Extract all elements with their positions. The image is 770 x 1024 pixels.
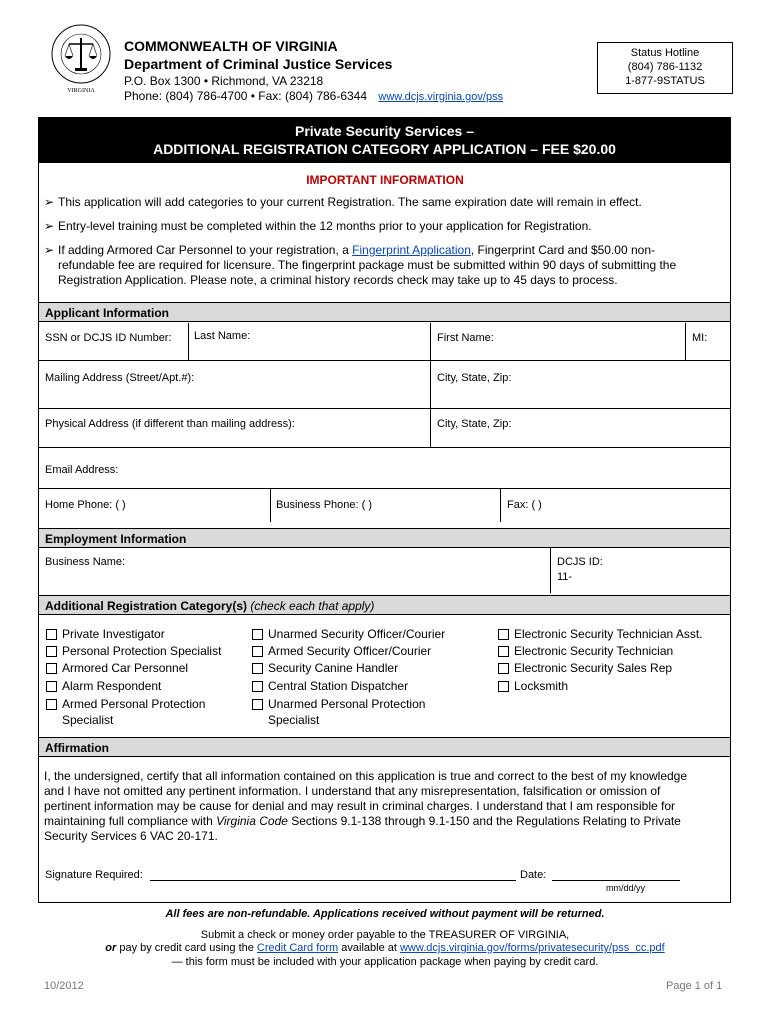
checkbox-icon[interactable]	[252, 646, 263, 657]
checkbox-armed-personal-protection[interactable]: Armed Personal Protection	[46, 696, 205, 713]
checkbox-security-canine-handler[interactable]: Security Canine Handler	[252, 660, 398, 677]
affirmation-heading: Affirmation	[39, 737, 730, 757]
date-line[interactable]	[552, 880, 680, 881]
checkbox-personal-protection-specialist[interactable]: Personal Protection Specialist	[46, 643, 221, 660]
dcjs-seal-logo	[50, 14, 112, 100]
nonrefundable-notice: All fees are non-refundable. Applications received without payment will be returned.	[165, 908, 605, 920]
checkbox-unarmed-personal-protection[interactable]: Unarmed Personal Protection	[252, 696, 425, 713]
arrow-bullet-icon: ➢	[44, 195, 55, 209]
checkbox-private-investigator[interactable]: Private Investigator	[46, 626, 165, 643]
categories-heading-note: (check each that apply)	[250, 599, 375, 613]
checkbox-armored-car-personnel[interactable]: Armored Car Personnel	[46, 660, 188, 677]
checkbox-icon[interactable]	[498, 663, 509, 674]
first-name-field[interactable]: First Name:	[437, 332, 494, 344]
checkbox-icon[interactable]	[46, 629, 57, 640]
checkbox-unarmed-security-officer[interactable]: Unarmed Security Officer/Courier	[252, 626, 445, 643]
checkbox-icon[interactable]	[252, 699, 263, 710]
payment-instructions: Submit a check or money order payable to the TREASURER OF VIRGINIA,	[200, 929, 570, 941]
date-label: Date:	[520, 869, 547, 881]
divider	[188, 323, 189, 360]
business-phone-field[interactable]: Business Phone: ( )	[276, 499, 372, 511]
email-address-field[interactable]: Email Address:	[45, 464, 119, 476]
checkbox-icon[interactable]	[498, 629, 509, 640]
signature-line[interactable]	[150, 880, 516, 881]
checkbox-icon[interactable]	[46, 681, 57, 692]
hotline-label: Status Hotline	[630, 47, 700, 59]
info-bullet-2: ➢ Entry-level training must be completed within the 12 months prior to your application for Registration.	[44, 219, 592, 233]
divider	[39, 488, 730, 489]
divider	[270, 488, 271, 522]
checkbox-label-continuation: Specialist	[268, 713, 320, 727]
categories-heading: Additional Registration Category(s) (check each that apply)	[39, 595, 730, 615]
credit-card-url-link[interactable]: www.dcjs.virginia.gov/forms/privatesecurity/pss_cc.pdf	[399, 942, 665, 954]
form-title-line2: ADDITIONAL REGISTRATION CATEGORY APPLICATION – FEE $20.00	[153, 141, 616, 157]
checkbox-electronic-security-sales-rep[interactable]: Electronic Security Sales Rep	[498, 660, 672, 677]
page-number: Page 1 of 1	[666, 980, 723, 992]
divider	[39, 408, 730, 409]
divider	[685, 323, 686, 360]
info-bullet-3-line3: Registration Application. Please note, a criminal history records check may take up to 45 days to process.	[58, 273, 618, 287]
agency-phone-fax: Phone: (804) 786-4700 • Fax: (804) 786-6344	[124, 89, 368, 103]
physical-address-field[interactable]: Physical Address (if different than mailing address):	[45, 418, 295, 430]
checkbox-locksmith[interactable]: Locksmith	[498, 678, 568, 695]
checkbox-icon[interactable]	[498, 681, 509, 692]
hotline-tollfree: 1-877-9STATUS	[625, 75, 705, 87]
form-title-line1: Private Security Services –	[294, 123, 474, 139]
agency-title: COMMONWEALTH OF VIRGINIA	[124, 38, 338, 54]
arrow-bullet-icon: ➢	[44, 219, 55, 233]
info-bullet-3-line2: refundable fee are required for licensure. The fingerprint package must be submitted within 90 days of submitting the	[58, 258, 677, 272]
checkbox-central-station-dispatcher[interactable]: Central Station Dispatcher	[252, 678, 408, 695]
checkbox-icon[interactable]	[252, 681, 263, 692]
applicant-info-heading: Applicant Information	[39, 302, 730, 322]
employment-info-heading: Employment Information	[39, 528, 730, 548]
seal-bottom-text: VIRGINIA	[67, 88, 95, 94]
credit-card-line: or pay by credit card using the Credit Card form available at www.dcjs.virginia.gov/forms/privatesecurity/pss_cc.pdf	[105, 942, 665, 954]
mailing-city-state-zip-field[interactable]: City, State, Zip:	[437, 372, 512, 384]
fax-field[interactable]: Fax: ( )	[507, 499, 542, 511]
checkbox-icon[interactable]	[46, 663, 57, 674]
checkbox-electronic-security-technician[interactable]: Electronic Security Technician	[498, 643, 673, 660]
fingerprint-application-link[interactable]: Fingerprint Application	[352, 243, 471, 257]
status-hotline-box	[597, 42, 733, 94]
divider	[550, 548, 551, 593]
form-title-banner	[38, 117, 731, 163]
checkbox-armed-security-officer[interactable]: Armed Security Officer/Courier	[252, 643, 431, 660]
date-format-hint: mm/dd/yy	[606, 883, 646, 893]
form-revision-date: 10/2012	[44, 980, 84, 992]
ssn-field-label: SSN or DCJS ID Number:	[45, 332, 172, 344]
agency-department: Department of Criminal Justice Services	[124, 56, 393, 72]
dcjs-id-field[interactable]: 11-	[557, 571, 573, 583]
agency-address: P.O. Box 1300 • Richmond, VA 23218	[124, 74, 324, 88]
credit-card-note: — this form must be included with your application package when paying by credit card.	[171, 956, 599, 968]
checkbox-icon[interactable]	[252, 663, 263, 674]
arrow-bullet-icon: ➢	[44, 243, 55, 257]
divider	[430, 323, 431, 447]
affirmation-text: I, the undersigned, certify that all information contained on this application is true and correct to the best of my knowledge and I have not omitted any pertinent information. I understand that any misrepresentation, falsification or omission of pertinent information may be cause for denial and may result in criminal charges. I understand that I am responsible for maintaining full compliance with Virginia Code Sections 9.1-138 through 9.1-150 and the Regulations Relating to Private Security Services 6 VAC 20-171.	[44, 769, 688, 843]
dcjs-id-label: DCJS ID:	[557, 556, 603, 568]
physical-city-state-zip-field[interactable]: City, State, Zip:	[437, 418, 512, 430]
info-bullet-3: ➢ If adding Armored Car Personnel to your registration, a Fingerprint Application, Fingerprint Card and $50.00 non-	[44, 243, 656, 257]
credit-card-form-link[interactable]: Credit Card form	[256, 942, 339, 954]
agency-website-link[interactable]: www.dcjs.virginia.gov/pss	[378, 91, 504, 103]
divider	[39, 360, 730, 361]
business-name-field[interactable]: Business Name:	[45, 556, 126, 568]
mailing-address-field[interactable]: Mailing Address (Street/Apt.#):	[45, 372, 195, 384]
checkbox-icon[interactable]	[498, 646, 509, 657]
checkbox-icon[interactable]	[46, 646, 57, 657]
checkbox-icon[interactable]	[252, 629, 263, 640]
divider	[39, 447, 730, 448]
checkbox-alarm-respondent[interactable]: Alarm Respondent	[46, 678, 161, 695]
signature-label: Signature Required:	[45, 869, 143, 881]
checkbox-electronic-security-technician-asst[interactable]: Electronic Security Technician Asst.	[498, 626, 703, 643]
hotline-phone: (804) 786-1132	[627, 61, 703, 73]
checkbox-label-continuation: Specialist	[62, 713, 114, 727]
middle-initial-field[interactable]: MI:	[692, 332, 708, 344]
last-name-field[interactable]: Last Name:	[194, 330, 251, 342]
divider	[500, 488, 501, 522]
checkbox-icon[interactable]	[46, 699, 57, 710]
agency-contact-line	[124, 89, 503, 103]
important-info-heading: IMPORTANT INFORMATION	[306, 173, 464, 187]
home-phone-field[interactable]: Home Phone: ( )	[45, 499, 126, 511]
info-bullet-1: ➢ This application will add categories to your current Registration. The same expiration date will remain in effect.	[44, 195, 642, 209]
